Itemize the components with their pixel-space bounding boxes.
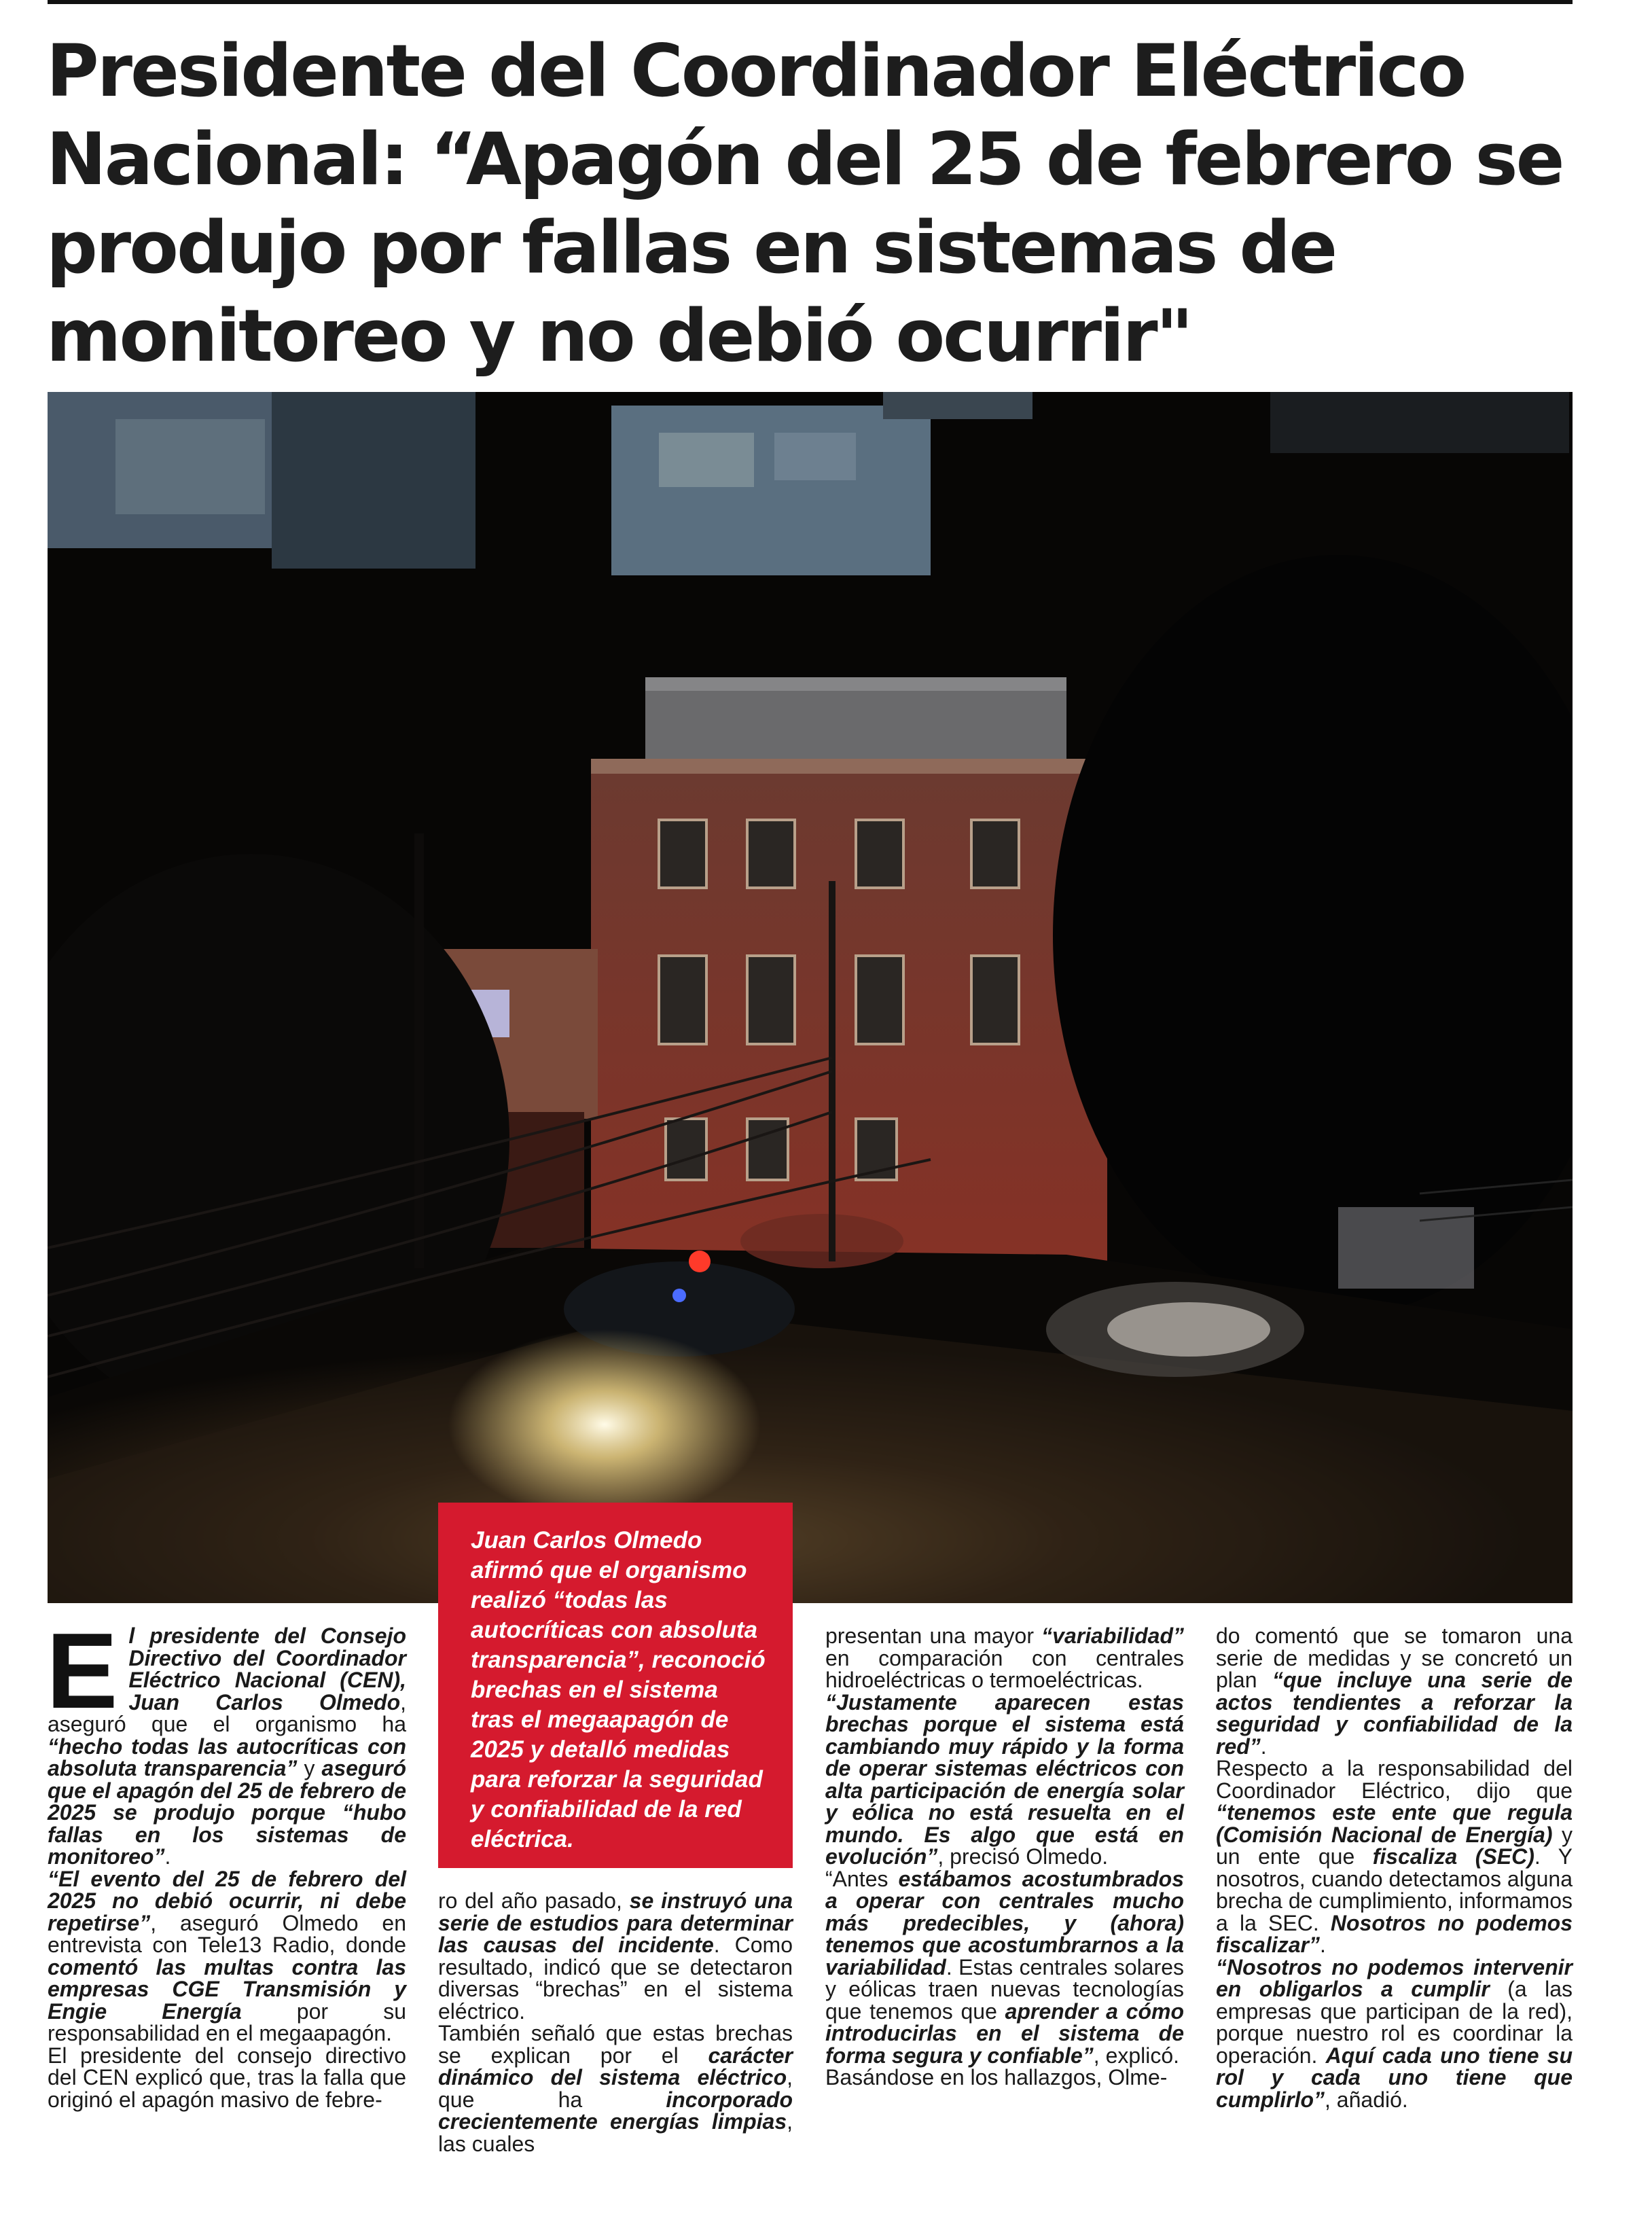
photo-caption: [438, 1503, 793, 1868]
paragraph: También señaló que estas brechas se explican por el carácter dinámico del sistema eléctrico, que ha incorporado crecientemente energías limpias, las cuales: [438, 2021, 793, 2156]
paragraph: El presidente del consejo directivo del CEN explicó que, tras la falla que originó el apagón masivo de febre-: [48, 2043, 406, 2112]
article-column-3: [825, 1625, 1184, 2089]
paragraph: Respecto a la responsabilidad del Coordinador Eléctrico, dijo que “tenemos este ente que regula (Comisión Nacional de Energía) y un ente que fiscaliza (SEC). Y nosotros, cuando detectamos alguna brecha de cumplimiento, informamos a la SEC. Nosotros no podemos fiscalizar”.: [1216, 1756, 1573, 1957]
paragraph: “Nosotros no podemos intervenir en obligarlos a cumplir (a las empresas que participan de la red), porque nuestro rol es coordinar la operación. Aquí cada uno tiene su rol y cada uno tiene que cumplirlo”, añadió.: [1216, 1954, 1573, 2112]
caption-text: Juan Carlos Olmedo afirmó que el organismo realizó “todas las autocríticas con absoluta transparencia”, reconoció brechas en el sistema tras el megaapagón de 2025 y detalló medidas para reforzar la seguridad y confiabilidad de la red eléctrica.: [471, 1527, 766, 1852]
drop-cap: E: [46, 1611, 118, 1731]
paragraph: l presidente del Consejo Directivo del Coordinador Eléctrico Nacional (CEN), Juan Carlos Olmedo, aseguró que el organismo ha “hecho todas las autocríticas con absoluta transparencia” y aseguró que el apagón del 25 de febrero de 2025 se produjo porque “hubo fallas en los sistemas de monitoreo”.: [48, 1624, 407, 1869]
article-column-1: [46, 1611, 407, 2112]
paragraph: “El evento del 25 de febrero del 2025 no debió ocurrir, ni debe repetirse”, aseguró Olmedo en entrevista con Tele13 Radio, donde comentó las multas contra las empresas CGE Transmisión y Engie Energía por su responsabilidad en el megaapagón.: [48, 1866, 407, 2045]
article-column-4: [1216, 1625, 1573, 2111]
article-column-2: [438, 1890, 793, 2155]
headline: Presidente del Coordinador Eléctrico Nacional: “Apagón del 25 de febrero se produjo por fallas en sistemas de monitoreo y no debió ocurrir": [46, 29, 1563, 378]
article-photo: [48, 392, 1573, 1603]
paragraph: do comentó que se tomaron una serie de medidas y se concretó un plan “que incluye una serie de actos tendientes a reforzar la seguridad y confiabilidad de la red”.: [1216, 1624, 1573, 1759]
top-rule: [48, 0, 1573, 4]
paragraph: “Justamente aparecen estas brechas porque el sistema está cambiando muy rápido y la forma de operar sistemas eléctricos con alta participación de energía solar y eólica no está resuelta en el mundo. Es algo que está en evolución”, precisó Olmedo.: [825, 1689, 1184, 1869]
paragraph: ro del año pasado, se instruyó una serie de estudios para determinar las causas del incidente. Como resultado, indicó que se detectaron diversas “brechas” en el sistema eléctrico.: [438, 1888, 793, 2024]
paragraph: Basándose en los hallazgos, Olme-: [825, 2065, 1168, 2090]
paragraph: presentan una mayor “variabilidad” en comparación con centrales hidroeléctricas o termoeléctricas.: [825, 1624, 1184, 1692]
paragraph: “Antes estábamos acostumbrados a operar con centrales mucho más predecibles, y (ahora) tenemos que acostumbrarnos a la variabilidad. Estas centrales solares y eólicas traen nuevas tecnologías que tenemos que aprender a cómo introducirlas en el sistema de forma segura y confiable”, explicó.: [825, 1866, 1185, 2068]
